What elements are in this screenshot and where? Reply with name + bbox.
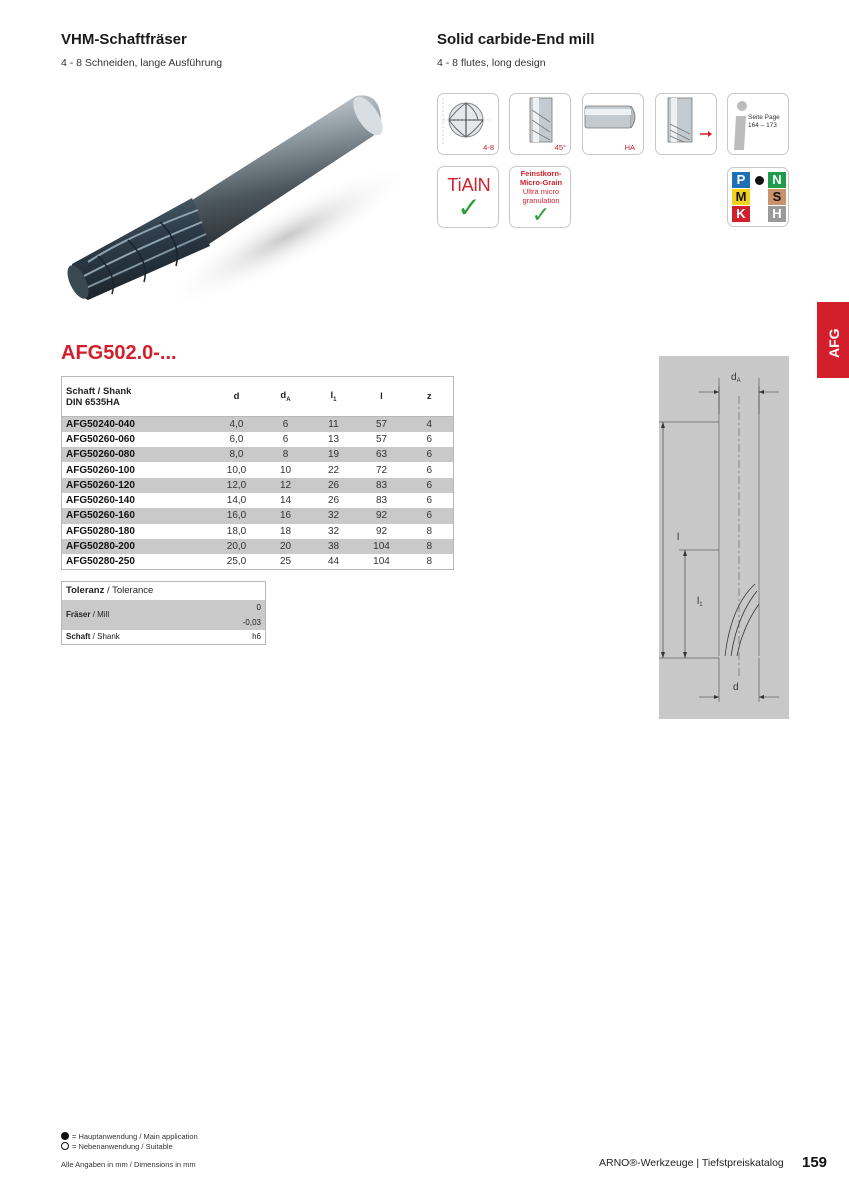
cell-l: 83: [358, 478, 406, 493]
cell-z: 8: [426, 525, 433, 537]
legend-main: = Hauptanwendung / Main application: [61, 1132, 198, 1141]
cell-da: 14: [279, 495, 292, 507]
cell-da: 25: [279, 556, 292, 568]
cell-z: 6: [406, 478, 454, 493]
shank-tolerance: h6: [252, 632, 261, 642]
subtitle-de: 4 - 8 Schneiden, lange Ausführung: [61, 57, 223, 69]
cell-l1: 22: [327, 464, 340, 476]
table-row: [62, 417, 454, 432]
header-shank: Schaft / Shank DIN 6535HA: [66, 385, 132, 408]
material-s: S: [768, 189, 786, 205]
cell-code: AFG50260-080: [62, 447, 212, 462]
cell-l: 83: [375, 495, 388, 507]
cell-code: AFG50280-250: [66, 556, 135, 568]
dimensions-note: Alle Angaben in mm / Dimensions in mm: [61, 1160, 196, 1169]
shank-label: HA: [624, 143, 635, 152]
flutes-label: 4-8: [483, 143, 494, 152]
cell-l1: 44: [327, 556, 340, 568]
check-icon: ✓: [531, 202, 551, 227]
cell-z: 6: [426, 495, 433, 507]
cell-l1: 19: [310, 447, 358, 462]
table-row: [62, 524, 454, 539]
title-de: VHM-Schaftfräser: [61, 31, 187, 48]
end-mill-image: [58, 86, 418, 318]
section-tab-label: AFG: [826, 328, 842, 358]
cell-code: AFG50260-140: [66, 495, 135, 507]
cell-z: 6: [426, 433, 433, 445]
cell-da: 18: [279, 525, 292, 537]
cell-z: 8: [426, 556, 433, 568]
label-d: d: [733, 682, 739, 693]
cell-code: AFG50280-180: [66, 525, 135, 537]
coating-text: TiAlN: [447, 175, 491, 195]
material-n: N: [768, 172, 786, 188]
cell-l: 57: [358, 417, 406, 432]
technical-drawing: [659, 356, 789, 719]
cell-code: AFG50240-040: [62, 417, 212, 432]
mill-upper-tolerance: 0: [256, 602, 261, 612]
cell-l1: 26: [327, 495, 340, 507]
label-l1: $l_1$: [697, 596, 703, 608]
cell-l1: 32: [327, 525, 340, 537]
header-l1: $l_1$: [330, 390, 337, 403]
cooling-icon-box: [655, 93, 717, 155]
cell-d: 16,0: [212, 508, 262, 523]
table-header-row: [62, 377, 454, 417]
end-mill-side-icon: [656, 94, 717, 155]
tolerance-header-row: Toleranz / Tolerance: [62, 582, 266, 600]
header-l: l: [380, 391, 383, 402]
cell-l: 92: [358, 508, 406, 523]
cell-z: 8: [406, 539, 454, 554]
cell-da: 6: [262, 417, 310, 432]
cell-z: 6: [406, 447, 454, 462]
cell-da: 16: [262, 508, 310, 523]
material-m: M: [732, 189, 750, 205]
info-pages: 164 – 173: [748, 122, 777, 129]
cell-da: 8: [262, 447, 310, 462]
header-z: z: [426, 391, 432, 402]
cell-l: 92: [375, 525, 388, 537]
helix-label: 45°: [554, 143, 566, 152]
subtitle-en: 4 - 8 flutes, long design: [437, 57, 546, 69]
cell-da: 12: [262, 478, 310, 493]
cell-l: 57: [375, 433, 388, 445]
label-da: $d_A$: [731, 372, 741, 384]
material-h: H: [768, 206, 786, 222]
header-d: d: [233, 391, 240, 402]
table-row: [62, 554, 454, 569]
product-code: AFG502.0-...: [61, 342, 177, 364]
material-p: P: [732, 172, 750, 188]
table-row: [62, 539, 454, 554]
material-k: K: [732, 206, 750, 222]
cell-d: 12,0: [212, 478, 262, 493]
grain-icon-box: [509, 166, 571, 228]
filled-dot-icon: [755, 176, 764, 185]
legend-suitable: = Nebenanwendung / Suitable: [61, 1142, 173, 1151]
cell-l1: 32: [310, 508, 358, 523]
filled-circle-icon: [61, 1132, 69, 1140]
coating-icon-box: [437, 166, 499, 228]
cell-d: 20,0: [212, 539, 262, 554]
cell-d: 18,0: [226, 525, 247, 537]
cell-d: 25,0: [226, 556, 247, 568]
cell-z: 6: [426, 464, 433, 476]
cell-z: 4: [406, 417, 454, 432]
tolerance-shank-row: Schaft / Shank h6: [62, 630, 266, 645]
title-en: Solid carbide-End mill: [437, 31, 595, 48]
cell-code: AFG50260-100: [66, 464, 135, 476]
page-number: 159: [802, 1154, 828, 1171]
cell-d: 4,0: [212, 417, 262, 432]
cell-da: 10: [279, 464, 292, 476]
cell-z: 6: [406, 508, 454, 523]
table-row: [62, 493, 454, 508]
grain-label-de: Feinstkorn-Micro-Grain: [519, 169, 563, 187]
cell-code: AFG50260-120: [62, 478, 212, 493]
table-row: [62, 462, 454, 477]
cell-code: AFG50260-060: [66, 433, 135, 445]
flutes-icon-box: [437, 93, 499, 155]
cell-l1: 13: [327, 433, 340, 445]
empty-circle-icon: [61, 1142, 69, 1150]
cell-l1: 38: [310, 539, 358, 554]
cell-da: 20: [262, 539, 310, 554]
cell-code: AFG50280-200: [62, 539, 212, 554]
table-row: [62, 478, 454, 493]
cell-l: 63: [358, 447, 406, 462]
material-main-symbol: [750, 172, 768, 188]
cell-l: 104: [373, 556, 390, 568]
grain-label-en: Ultra micro granulation: [522, 187, 560, 205]
helix-icon-box: [509, 93, 571, 155]
label-l: l: [677, 532, 680, 543]
table-row: [62, 508, 454, 523]
cell-da: 6: [282, 433, 289, 445]
header-da: $d_A$: [280, 390, 291, 403]
table-row: [62, 447, 454, 462]
info-icon-box: [727, 93, 789, 155]
cell-d: 10,0: [226, 464, 247, 476]
cell-d: 14,0: [226, 495, 247, 507]
cell-code: AFG50260-160: [62, 508, 212, 523]
tolerance-mill-row: Fräser / Mill 0 -0,03: [62, 600, 266, 630]
cell-l: 104: [358, 539, 406, 554]
cell-l1: 11: [310, 417, 358, 432]
cell-d: 6,0: [229, 433, 244, 445]
cell-l: 72: [375, 464, 388, 476]
info-page-label: Seite Page: [748, 114, 780, 121]
cell-d: 8,0: [212, 447, 262, 462]
shank-icon-box: [582, 93, 644, 155]
footer-brand: ARNO®-Werkzeuge | Tiefstpreiskatalog: [599, 1157, 784, 1169]
check-icon: ✓: [457, 192, 481, 223]
mill-lower-tolerance: -0,03: [242, 617, 261, 627]
tolerance-table: [61, 581, 266, 645]
table-row: [62, 432, 454, 447]
material-grid: [727, 167, 789, 227]
cell-l1: 26: [310, 478, 358, 493]
dimension-table: [61, 376, 454, 570]
